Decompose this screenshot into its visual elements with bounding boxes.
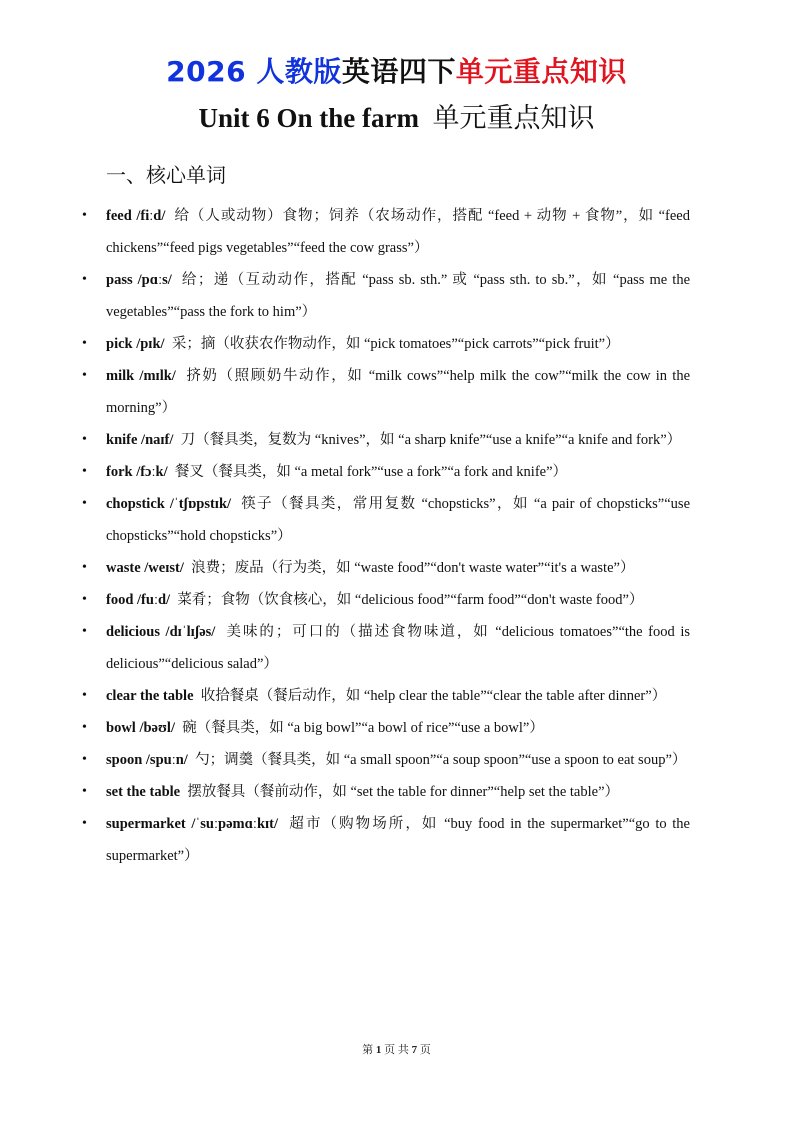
vocab-desc: 碗（餐具类，如 “a big bowl”“a bowl of rice”“use a bowl”）	[182, 720, 544, 736]
vocab-desc: 美味的；可口的（描述食物味道，如 “delicious tomatoes”“the food is delicious”“delicious salad”）	[106, 624, 690, 672]
vocab-term: knife /naɪf/	[106, 432, 174, 448]
vocab-desc: 给（人或动物）食物；饲养（农场动作，搭配 “feed + 动物 + 食物”，如 “feed chickens”“feed pigs vegetables”“feed the cow grass”）	[106, 208, 690, 256]
vocab-item	[106, 744, 690, 776]
footer-total-pages: 7	[411, 1044, 418, 1056]
vocab-item	[106, 328, 690, 360]
vocab-item	[106, 552, 690, 584]
vocab-item	[106, 200, 690, 264]
vocab-term: bowl /bəʊl/	[106, 720, 175, 736]
vocab-term: milk /mɪlk/	[106, 368, 176, 384]
banner-year-edition: 2026 人教版	[166, 55, 342, 88]
page-footer	[0, 1042, 793, 1058]
vocab-desc: 勺；调羹（餐具类，如 “a small spoon”“a soup spoon”“use a spoon to eat soup”）	[195, 752, 687, 768]
vocab-term: feed /fiːd/	[106, 208, 166, 224]
vocab-term: supermarket /ˈsuːpəmɑːkɪt/	[106, 816, 279, 832]
vocab-desc: 浪费；废品（行为类，如 “waste food”“don't waste water”“it's a waste”）	[191, 560, 635, 576]
vocab-desc: 挤奶（照顾奶牛动作，如 “milk cows”“help milk the cow”“milk the cow in the morning”）	[106, 368, 691, 416]
vocab-desc: 采；摘（收获农作物动作，如 “pick tomatoes”“pick carrots”“pick fruit”）	[171, 336, 620, 352]
vocab-desc: 菜肴；食物（饮食核心，如 “delicious food”“farm food”“don't waste food”）	[177, 592, 644, 608]
vocab-desc: 摆放餐具（餐前动作，如 “set the table for dinner”“help set the table”）	[187, 784, 620, 800]
vocab-item	[106, 456, 690, 488]
vocab-item	[106, 712, 690, 744]
banner-title	[0, 52, 793, 92]
vocab-term: fork /fɔːk/	[106, 464, 168, 480]
vocab-desc: 餐叉（餐具类，如 “a metal fork”“use a fork”“a fork and knife”）	[174, 464, 568, 480]
vocab-desc: 筷子（餐具类，常用复数 “chopsticks”，如 “a pair of chopsticks”“use chopsticks”“hold chopsticks”）	[106, 496, 691, 544]
vocab-item	[106, 360, 690, 424]
vocab-item	[106, 616, 690, 680]
unit-title	[0, 100, 793, 136]
vocab-item	[106, 424, 690, 456]
vocab-term: pick /pɪk/	[106, 336, 165, 352]
vocab-term: set the table	[106, 784, 181, 800]
footer-prefix: 第	[362, 1044, 374, 1056]
vocab-term: chopstick /ˈtʃɒpstɪk/	[106, 496, 232, 512]
vocab-item	[106, 680, 690, 712]
section-heading: 一、核心单词	[106, 163, 226, 187]
vocab-term: food /fuːd/	[106, 592, 171, 608]
vocab-term: spoon /spuːn/	[106, 752, 188, 768]
vocab-desc: 给；递（互动动作，搭配 “pass sb. sth.” 或 “pass sth. to sb.”，如 “pass me the vegetables”“pass the fork to him”）	[106, 272, 691, 320]
vocab-item	[106, 808, 690, 872]
vocab-item	[106, 584, 690, 616]
banner-subject: 英语四下	[341, 55, 456, 88]
vocab-list	[106, 200, 690, 872]
vocab-term: waste /weɪst/	[106, 560, 184, 576]
vocab-item	[106, 776, 690, 808]
vocab-term: delicious /dɪˈlɪʃəs/	[106, 624, 216, 640]
vocab-term: clear the table	[106, 688, 194, 704]
vocab-desc: 收拾餐桌（餐后动作，如 “help clear the table”“clear the table after dinner”）	[200, 688, 667, 704]
vocab-term: pass /pɑːs/	[106, 272, 172, 288]
banner-topic: 单元重点知识	[455, 55, 627, 88]
unit-title-cn: 单元重点知识	[432, 103, 595, 133]
vocab-item	[106, 264, 690, 328]
footer-suffix: 页	[419, 1044, 431, 1056]
vocab-item	[106, 488, 690, 552]
footer-page-number: 1	[375, 1044, 382, 1056]
unit-title-en: Unit 6 On the farm	[198, 103, 419, 133]
footer-mid: 页 共	[384, 1044, 409, 1056]
vocab-desc: 刀（餐具类，复数为 “knives”，如 “a sharp knife”“use a knife”“a knife and fork”）	[180, 432, 682, 448]
vocab-desc: 超市（购物场所，如 “buy food in the supermarket”“go to the supermarket”）	[106, 816, 690, 864]
